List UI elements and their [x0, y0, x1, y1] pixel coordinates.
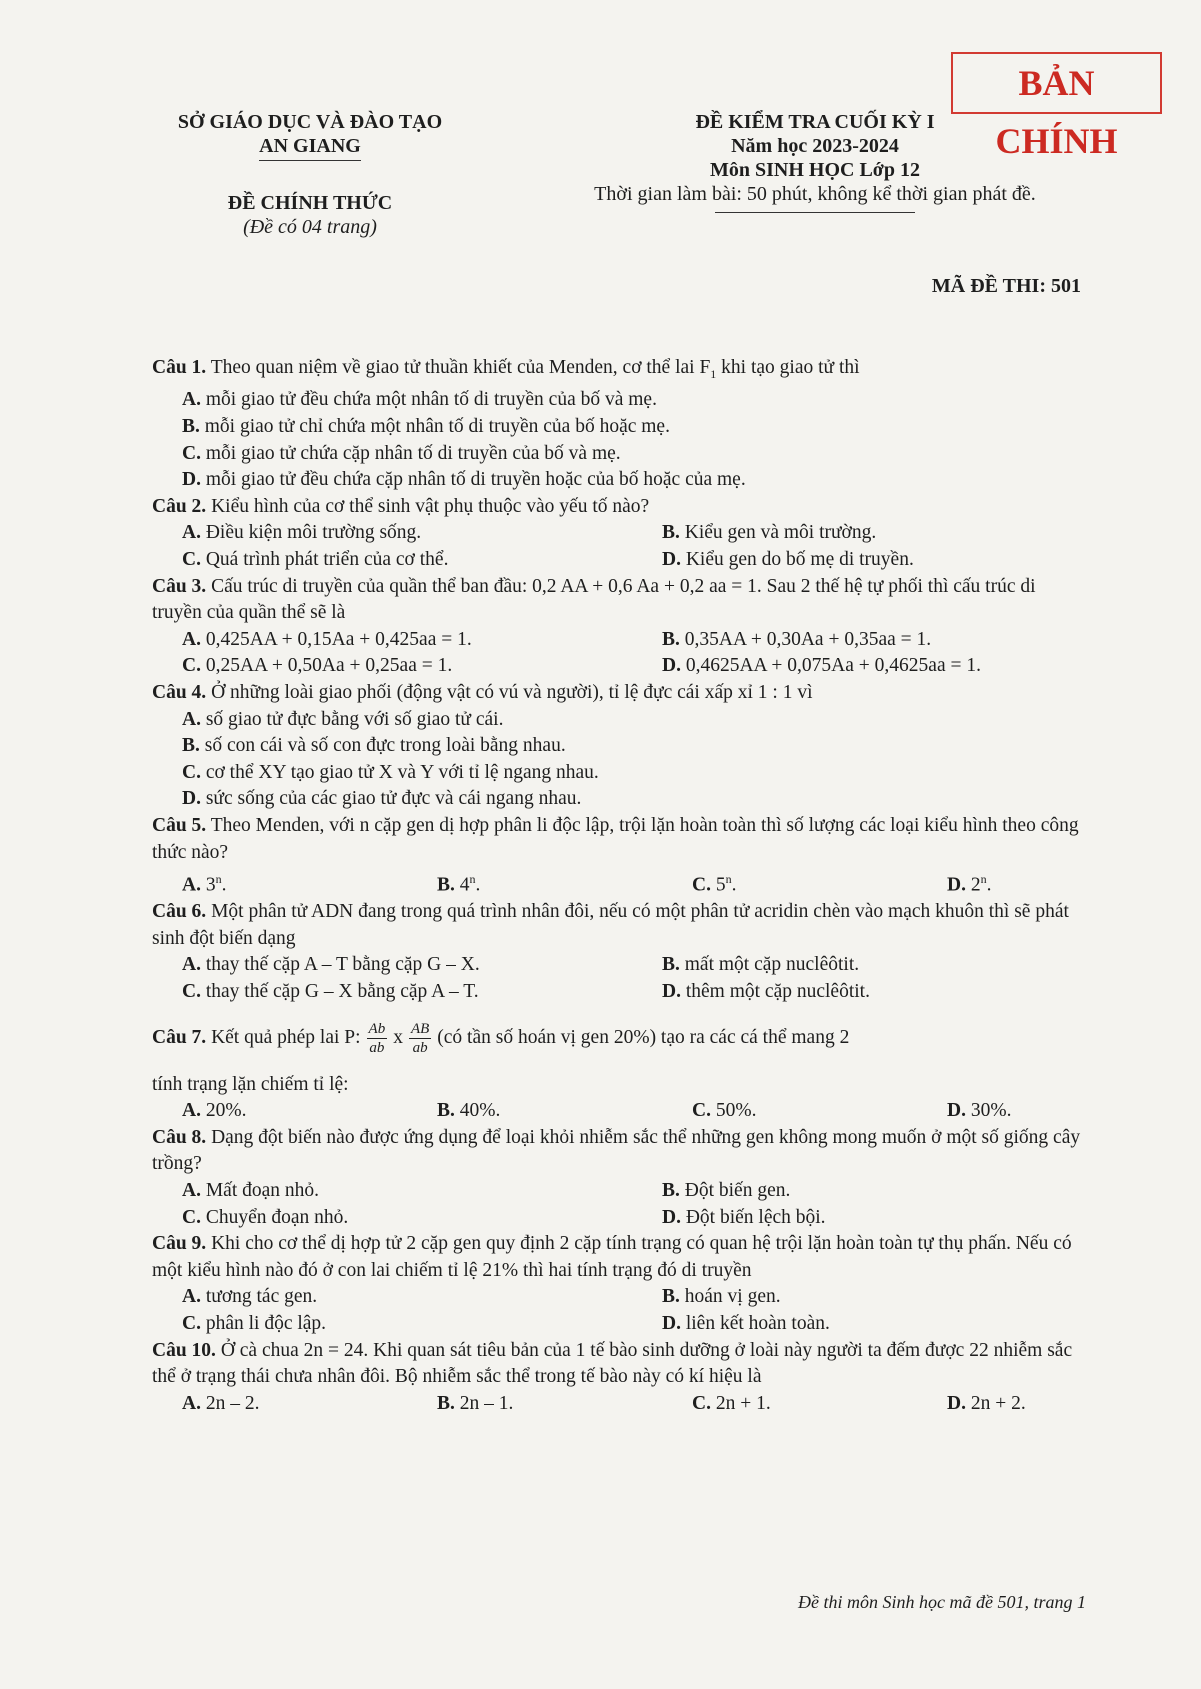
header-left	[135, 110, 485, 239]
q1-option-b[interactable]: B. mỗi giao tử chỉ chứa một nhân tố di truyền của bố hoặc mẹ.	[182, 416, 670, 438]
q7-option-c[interactable]: C. 50%.	[692, 1100, 757, 1122]
question-7-cont: tính trạng lặn chiếm tỉ lệ:	[152, 1073, 349, 1095]
q7-option-b[interactable]: B. 40%.	[437, 1100, 501, 1122]
q10-option-c[interactable]: C. 2n + 1.	[692, 1392, 771, 1414]
questions	[152, 355, 1087, 1417]
q3-option-d[interactable]: D. 0,4625AA + 0,075Aa + 0,4625aa = 1.	[662, 655, 981, 677]
subject-line: Môn SINH HỌC Lớp 12	[710, 159, 920, 181]
department-name: SỞ GIÁO DỤC VÀ ĐÀO TẠO	[177, 111, 443, 133]
q5-option-b[interactable]: B. 4$^n$.	[437, 872, 481, 896]
q4-option-b[interactable]: B. số con cái và số con đực trong loài bằng nhau.	[182, 735, 566, 757]
question-3: Câu 3. Cấu trúc di truyền của quần thể ban đầu: 0,2 AA + 0,6 Aa + 0,2 aa = 1. Sau 2 thế hệ tự phối thì cấu trúc di truyền của quần thể sẽ là	[152, 575, 1036, 624]
genotype-fraction-2: $\frac{AB}{ab}$	[410, 1021, 430, 1057]
question-2: Câu 2. Kiểu hình của cơ thể sinh vật phụ thuộc vào yếu tố nào?	[152, 495, 650, 517]
q9-option-a[interactable]: A. tương tác gen.	[182, 1286, 318, 1308]
q3-option-b[interactable]: B. 0,35AA + 0,30Aa + 0,35aa = 1.	[662, 628, 932, 650]
q9-option-c[interactable]: C. phân li độc lập.	[182, 1312, 327, 1334]
q10-option-b[interactable]: B. 2n – 1.	[437, 1392, 514, 1414]
q6-option-b[interactable]: B. mất một cặp nuclêôtit.	[662, 954, 860, 976]
q7-option-d[interactable]: D. 30%.	[947, 1100, 1012, 1122]
q2-option-d[interactable]: D. Kiểu gen do bố mẹ di truyền.	[662, 549, 914, 571]
q10-option-a[interactable]: A. 2n – 2.	[182, 1392, 260, 1414]
official-stamp: BẢN CHÍNH	[951, 52, 1162, 114]
question-10: Câu 10. Ở cà chua 2n = 24. Khi quan sát tiêu bản của 1 tế bào sinh dưỡng ở loài này người ta đếm được 22 nhiễm sắc thể ở trạng thái chưa nhân đôi. Bộ nhiễm sắc thể trong tế bào này có kí hiệu là	[152, 1339, 1073, 1388]
school-year: Năm học 2023-2024	[731, 135, 899, 157]
q5-option-c[interactable]: C. 5$^n$.	[692, 872, 737, 896]
q2-option-b[interactable]: B. Kiểu gen và môi trường.	[662, 522, 877, 544]
official-label: ĐỀ CHÍNH THỨC	[227, 192, 393, 214]
q7-option-a[interactable]: A. 20%.	[182, 1100, 247, 1122]
q1-option-d[interactable]: D. mỗi giao tử đều chứa cặp nhân tố di truyền hoặc của bố hoặc của mẹ.	[182, 469, 746, 491]
q8-option-c[interactable]: C. Chuyển đoạn nhỏ.	[182, 1206, 349, 1228]
q9-option-d[interactable]: D. liên kết hoàn toàn.	[662, 1312, 830, 1334]
question-8: Câu 8. Dạng đột biến nào được ứng dụng để loại khỏi nhiễm sắc thể những gen không mong muốn ở một số giống cây trồng?	[152, 1126, 1081, 1175]
q4-option-c[interactable]: C. cơ thể XY tạo giao tử X và Y với tỉ lệ ngang nhau.	[182, 761, 599, 783]
q3-option-c[interactable]: C. 0,25AA + 0,50Aa + 0,25aa = 1.	[182, 655, 453, 677]
question-4: Câu 4. Ở những loài giao phối (động vật có vú và người), tỉ lệ đực cái xấp xỉ 1 : 1 vì	[152, 682, 813, 704]
question-5: Câu 5. Theo Menden, với n cặp gen dị hợp phân li độc lập, trội lặn hoàn toàn thì số lượng các loại kiểu hình theo công thức nào?	[152, 814, 1079, 863]
province-name: AN GIANG	[259, 134, 361, 161]
exam-code: MÃ ĐỀ THI: 501	[931, 275, 1081, 297]
q3-option-a[interactable]: A. 0,425AA + 0,15Aa + 0,425aa = 1.	[182, 628, 472, 650]
q8-option-b[interactable]: B. Đột biến gen.	[662, 1180, 791, 1202]
q5-option-d[interactable]: D. 2$^n$.	[947, 872, 992, 896]
time-limit: Thời gian làm bài: 50 phút, không kể thời gian phát đề.	[594, 183, 1036, 205]
question-9: Câu 9. Khi cho cơ thể dị hợp tử 2 cặp gen quy định 2 cặp tính trạng có quan hệ trội lặn hoàn toàn tự thụ phấn. Nếu có một kiểu hình nào đó ở con lai chiếm tỉ lệ 21% thì hai tính trạng đó di truyền	[152, 1233, 1072, 1281]
exam-title: ĐỀ KIỂM TRA CUỐI KỲ I	[695, 111, 935, 133]
question-1: Câu 1. Theo quan niệm về giao tử thuần khiết của Menden, cơ thể lai $F_1$ khi tạo giao tử thì	[152, 357, 860, 381]
q6-option-c[interactable]: C. thay thế cặp G – X bằng cặp A – T.	[182, 981, 479, 1003]
q1-option-c[interactable]: C. mỗi giao tử chứa cặp nhân tố di truyền của bố và mẹ.	[182, 442, 621, 464]
q10-option-d[interactable]: D. 2n + 2.	[947, 1392, 1026, 1414]
q4-option-d[interactable]: D. sức sống của các giao tử đực và cái ngang nhau.	[182, 788, 582, 810]
q1-option-a[interactable]: A. mỗi giao tử đều chứa một nhân tố di truyền của bố và mẹ.	[182, 389, 657, 411]
question-7: Câu 7. Kết quả phép lai P: $\frac{Ab}{ab}$ x $\frac{AB}{ab}$ (có tần số hoán vị gen 20%) tạo ra các cá thể mang 2	[152, 1021, 850, 1057]
q9-option-b[interactable]: B. hoán vị gen.	[662, 1286, 781, 1308]
q6-option-d[interactable]: D. thêm một cặp nuclêôtit.	[662, 981, 870, 1003]
header-rule	[715, 212, 915, 213]
q6-option-a[interactable]: A. thay thế cặp A – T bằng cặp G – X.	[182, 954, 480, 976]
question-6: Câu 6. Một phân tử ADN đang trong quá trình nhân đôi, nếu có một phân tử acridin chèn vào mạch khuôn thì sẽ phát sinh đột biến dạng	[152, 901, 1069, 949]
q8-option-a[interactable]: A. Mất đoạn nhỏ.	[182, 1180, 320, 1202]
q8-option-d[interactable]: D. Đột biến lệch bội.	[662, 1206, 826, 1228]
page-footer: Đề thi môn Sinh học mã đề 501, trang 1	[798, 1592, 1086, 1612]
page-count-note: (Đề có 04 trang)	[243, 216, 377, 238]
header-right	[520, 110, 1110, 213]
q2-option-c[interactable]: C. Quá trình phát triển của cơ thể.	[182, 549, 449, 571]
q2-option-a[interactable]: A. Điều kiện môi trường sống.	[182, 522, 422, 544]
q4-option-a[interactable]: A. số giao tử đực bằng với số giao tử cái.	[182, 708, 504, 730]
genotype-fraction-1: $\frac{Ab}{ab}$	[368, 1021, 386, 1057]
q5-option-a[interactable]: A. 3$^n$.	[182, 872, 227, 896]
